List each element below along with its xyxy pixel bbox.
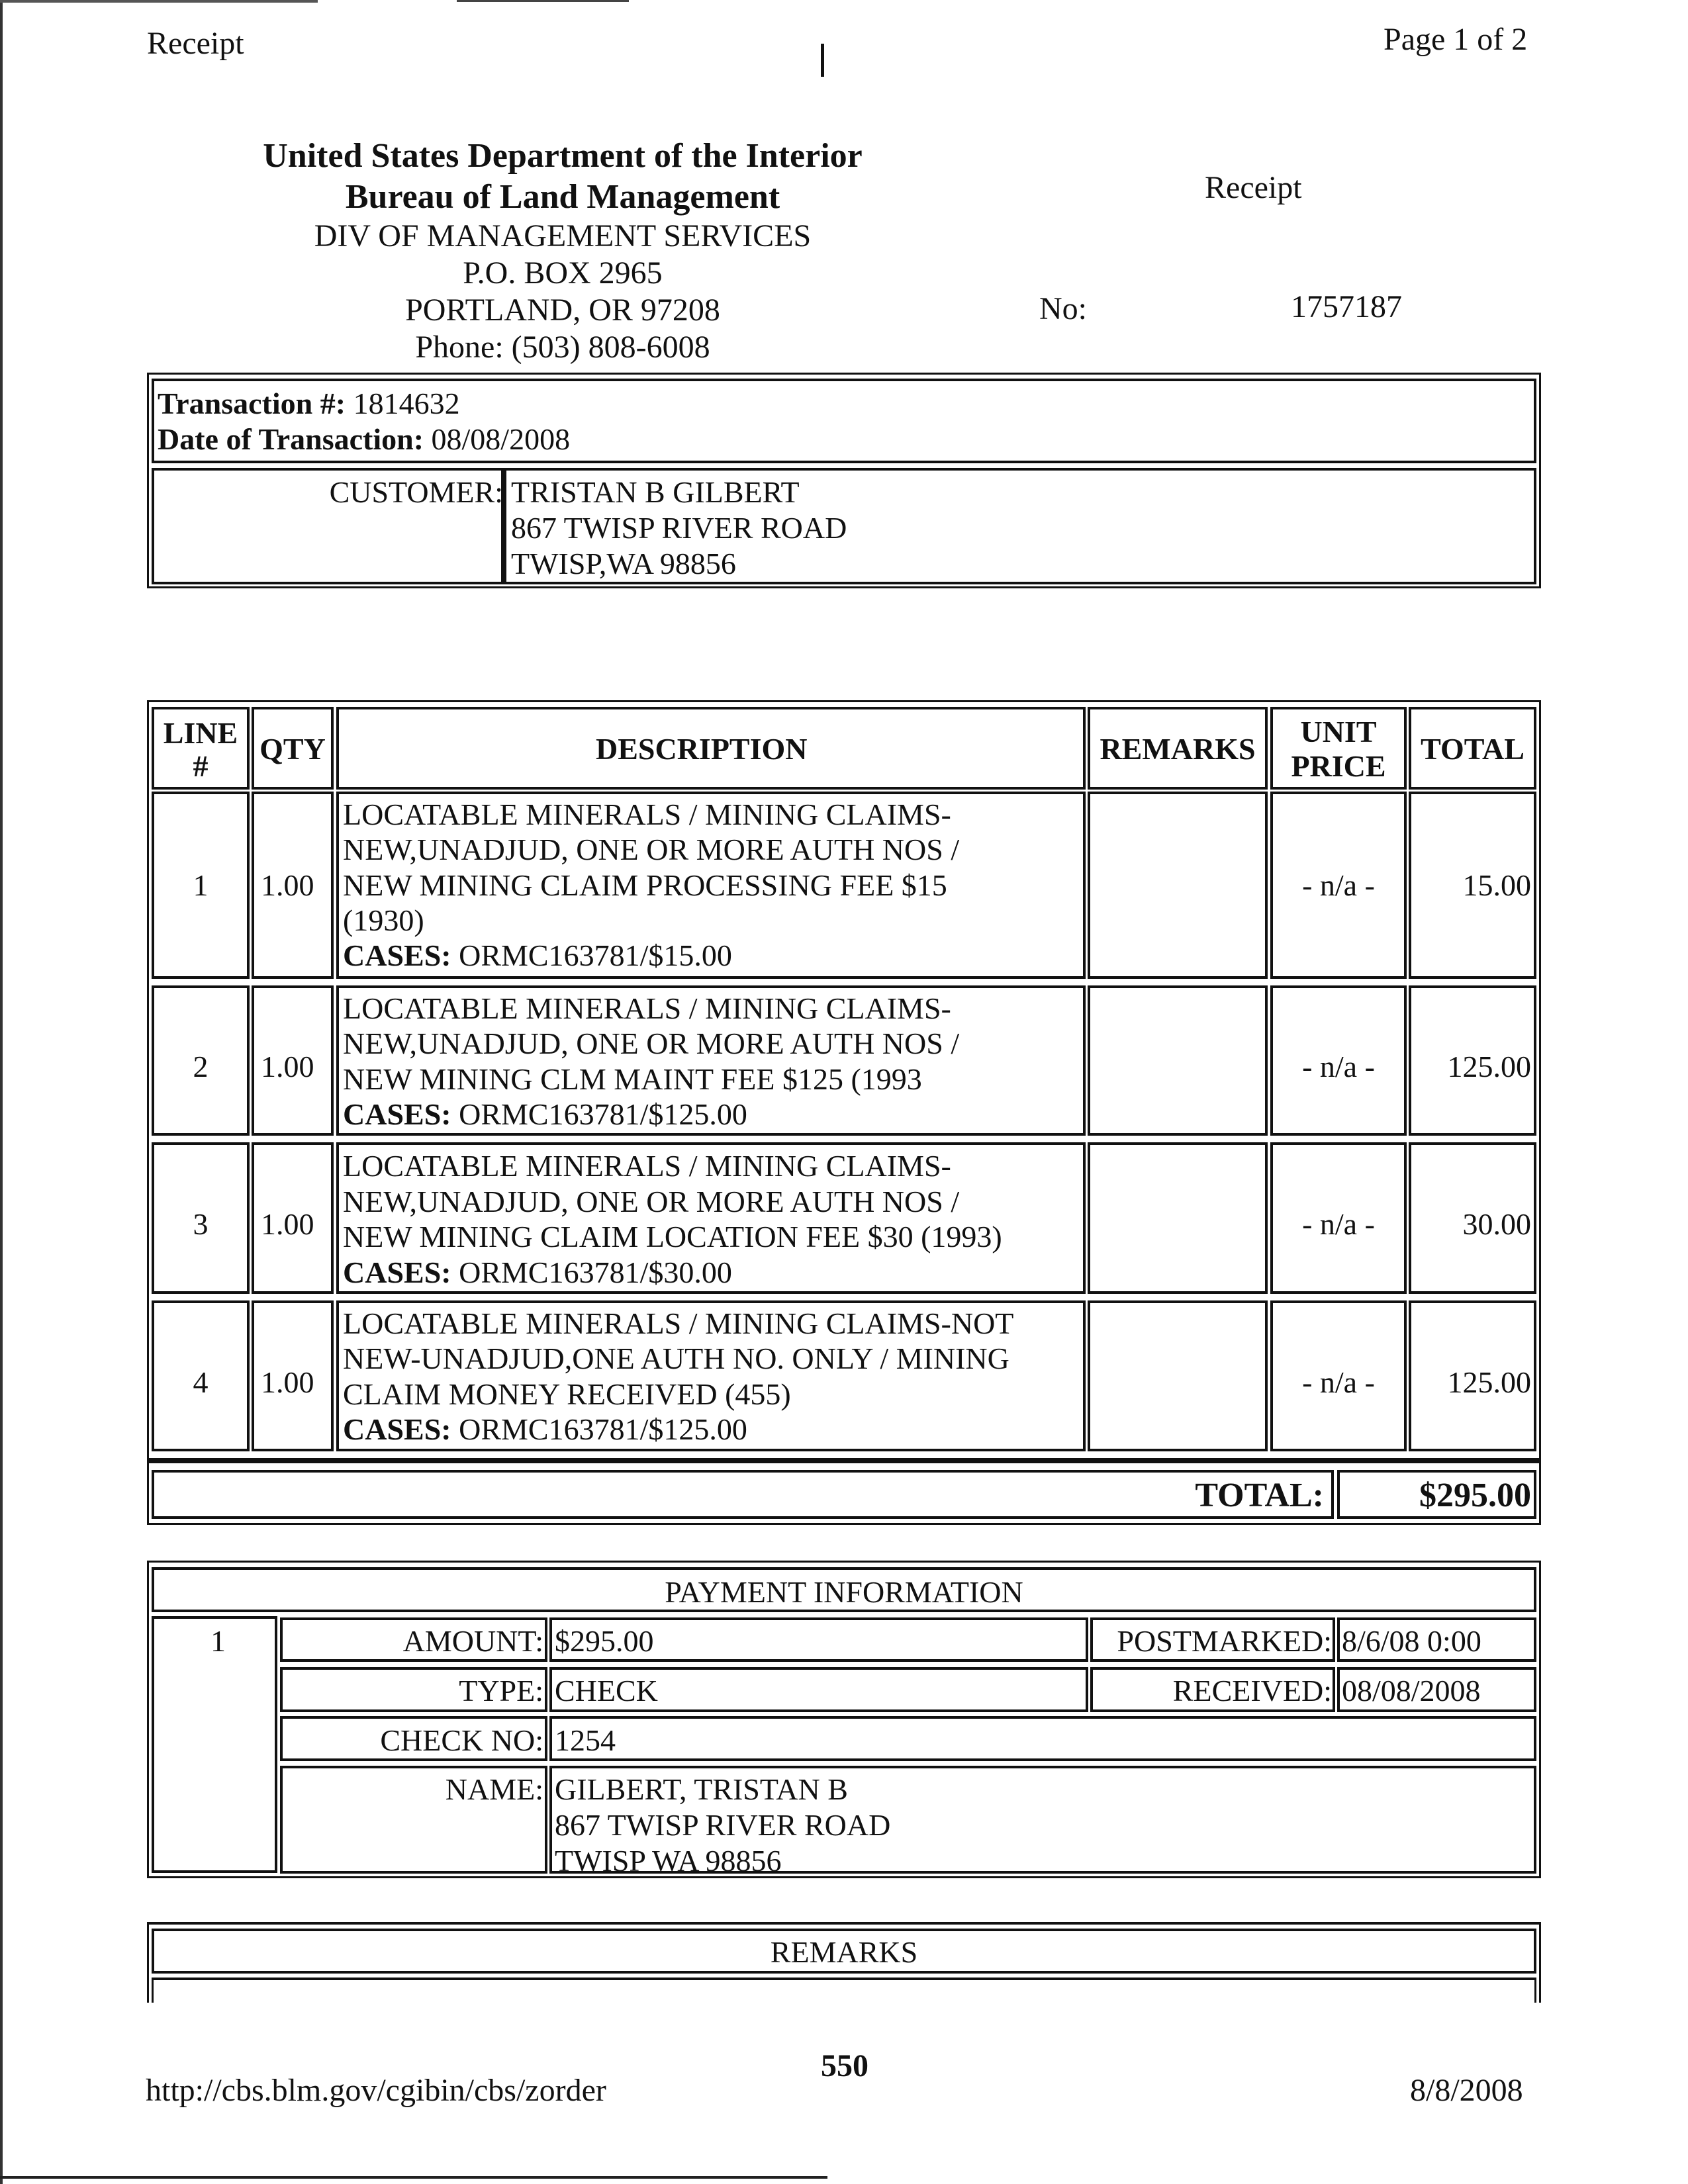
scan-artifact [457, 0, 629, 2]
name-label: NAME: [445, 1772, 543, 1806]
row2-desc3: NEW MINING CLM MAINT FEE $125 (1993 [343, 1062, 922, 1096]
remarks-title: REMARKS [770, 1935, 918, 1969]
po-box: P.O. BOX 2965 [463, 255, 663, 291]
row1-line: 1 [193, 868, 209, 902]
row3-desc3: NEW MINING CLAIM LOCATION FEE $30 (1993) [343, 1220, 1002, 1253]
phone: Phone: (503) 808-6008 [415, 330, 710, 365]
grand-total-label: TOTAL: [1195, 1477, 1324, 1514]
division-name: DIV OF MANAGEMENT SERVICES [314, 218, 812, 253]
row1-total: 15.00 [1462, 868, 1531, 902]
row2-remarks-cell [1088, 985, 1268, 1136]
header-remarks: REMARKS [1100, 732, 1256, 766]
customer-address2: TWISP,WA 98856 [511, 547, 736, 580]
row3-desc2: NEW,UNADJUD, ONE OR MORE AUTH NOS / [343, 1185, 960, 1218]
row1-desc1: LOCATABLE MINERALS / MINING CLAIMS- [343, 797, 951, 831]
row3-qty: 1.00 [261, 1207, 314, 1241]
row4-line: 4 [193, 1365, 209, 1399]
letterhead [199, 136, 927, 366]
row3-cases [343, 1254, 732, 1291]
row4-cases [343, 1411, 747, 1447]
cases-value: ORMC163781/$15.00 [459, 938, 732, 972]
city-state-zip: PORTLAND, OR 97208 [405, 293, 720, 328]
scan-mark [821, 44, 824, 77]
cases-value: ORMC163781/$125.00 [459, 1412, 747, 1446]
amount-value: $295.00 [555, 1624, 654, 1658]
received-label: RECEIVED: [1172, 1674, 1332, 1707]
row1-unit-price: - n/a - [1302, 868, 1375, 902]
row3-remarks-cell [1088, 1142, 1268, 1294]
row1-qty: 1.00 [261, 868, 314, 902]
payer-address2: TWISP WA 98856 [555, 1844, 782, 1878]
transaction-number-label: Transaction #: [158, 387, 346, 420]
receipt-no-value: 1757187 [1291, 289, 1402, 324]
row2-cases [343, 1096, 747, 1132]
cases-value: ORMC163781/$125.00 [459, 1097, 747, 1131]
scan-edge [0, 0, 3, 2184]
cases-label: CASES: [343, 1412, 451, 1446]
payer-name: GILBERT, TRISTAN B [555, 1772, 848, 1806]
row3-total: 30.00 [1462, 1207, 1531, 1241]
row4-desc2: NEW-UNADJUD,ONE AUTH NO. ONLY / MINING [343, 1342, 1009, 1375]
page-number-header: Page 1 of 2 [1383, 22, 1528, 57]
transaction-number-value: 1814632 [353, 387, 460, 420]
cases-value: ORMC163781/$30.00 [459, 1255, 732, 1289]
header-description: DESCRIPTION [596, 732, 808, 766]
transaction-date-label: Date of Transaction: [158, 422, 424, 456]
row2-line: 2 [193, 1050, 209, 1083]
row4-remarks-cell [1088, 1300, 1268, 1451]
row2-unit-price: - n/a - [1302, 1050, 1375, 1083]
remarks-body [152, 1978, 1536, 2003]
transaction-number [158, 385, 460, 422]
type-label: TYPE: [459, 1674, 543, 1707]
header-unit: UNIT [1300, 715, 1377, 749]
header-line-hash: # [193, 749, 209, 783]
row3-desc1: LOCATABLE MINERALS / MINING CLAIMS- [343, 1149, 951, 1183]
receipt-title: Receipt [1205, 170, 1302, 205]
row2-qty: 1.00 [261, 1050, 314, 1083]
header-price: PRICE [1291, 749, 1386, 783]
row1-desc3: NEW MINING CLAIM PROCESSING FEE $15 [343, 868, 947, 902]
postmarked-label: POSTMARKED: [1117, 1624, 1332, 1658]
header-qty: QTY [259, 732, 326, 766]
cases-label: CASES: [343, 1097, 451, 1131]
row3-line: 3 [193, 1207, 209, 1241]
total-separator [147, 1458, 1541, 1463]
check-no-label: CHECK NO: [380, 1723, 543, 1757]
check-no-value: 1254 [555, 1723, 616, 1757]
payment-title: PAYMENT INFORMATION [665, 1575, 1023, 1609]
page-header-left: Receipt [147, 26, 244, 61]
receipt-no-label: No: [1039, 291, 1087, 326]
row1-desc2: NEW,UNADJUD, ONE OR MORE AUTH NOS / [343, 833, 960, 866]
grand-total-value: $295.00 [1419, 1477, 1531, 1514]
footer-page-number: 550 [821, 2048, 868, 2083]
row4-total: 125.00 [1447, 1365, 1531, 1399]
row2-total: 125.00 [1447, 1050, 1531, 1083]
row1-remarks-cell [1088, 792, 1268, 979]
row4-unit-price: - n/a - [1302, 1365, 1375, 1399]
check-no-value-cell [549, 1716, 1536, 1761]
row2-desc1: LOCATABLE MINERALS / MINING CLAIMS- [343, 991, 951, 1025]
postmarked-value: 8/6/08 0:00 [1342, 1624, 1481, 1658]
received-value: 08/08/2008 [1342, 1674, 1481, 1707]
footer-date: 8/8/2008 [1410, 2073, 1523, 2108]
cases-label: CASES: [343, 938, 451, 972]
row4-desc1: LOCATABLE MINERALS / MINING CLAIMS-NOT [343, 1306, 1014, 1340]
type-value: CHECK [555, 1674, 658, 1707]
row2-desc2: NEW,UNADJUD, ONE OR MORE AUTH NOS / [343, 1026, 960, 1060]
transaction-date-value: 08/08/2008 [431, 422, 571, 456]
row1-desc4: (1930) [343, 903, 424, 937]
row3-unit-price: - n/a - [1302, 1207, 1375, 1241]
amount-label: AMOUNT: [402, 1624, 543, 1658]
header-total: TOTAL [1421, 732, 1524, 766]
scan-artifact [0, 2176, 827, 2179]
customer-label: CUSTOMER: [329, 475, 503, 509]
transaction-date [158, 421, 570, 457]
row4-qty: 1.00 [261, 1365, 314, 1399]
payer-address1: 867 TWISP RIVER ROAD [555, 1808, 891, 1842]
header-line-label: LINE [163, 716, 238, 750]
customer-address1: 867 TWISP RIVER ROAD [511, 511, 847, 545]
payment-index: 1 [211, 1624, 226, 1658]
row1-cases [343, 937, 732, 974]
customer-name: TRISTAN B GILBERT [511, 475, 800, 509]
scan-artifact [0, 0, 318, 3]
footer-url: http://cbs.blm.gov/cgibin/cbs/zorder [146, 2073, 606, 2108]
cases-label: CASES: [343, 1255, 451, 1289]
bureau-name: Bureau of Land Management [345, 178, 780, 216]
department-name: United States Department of the Interior [263, 137, 863, 175]
row4-desc3: CLAIM MONEY RECEIVED (455) [343, 1377, 791, 1411]
